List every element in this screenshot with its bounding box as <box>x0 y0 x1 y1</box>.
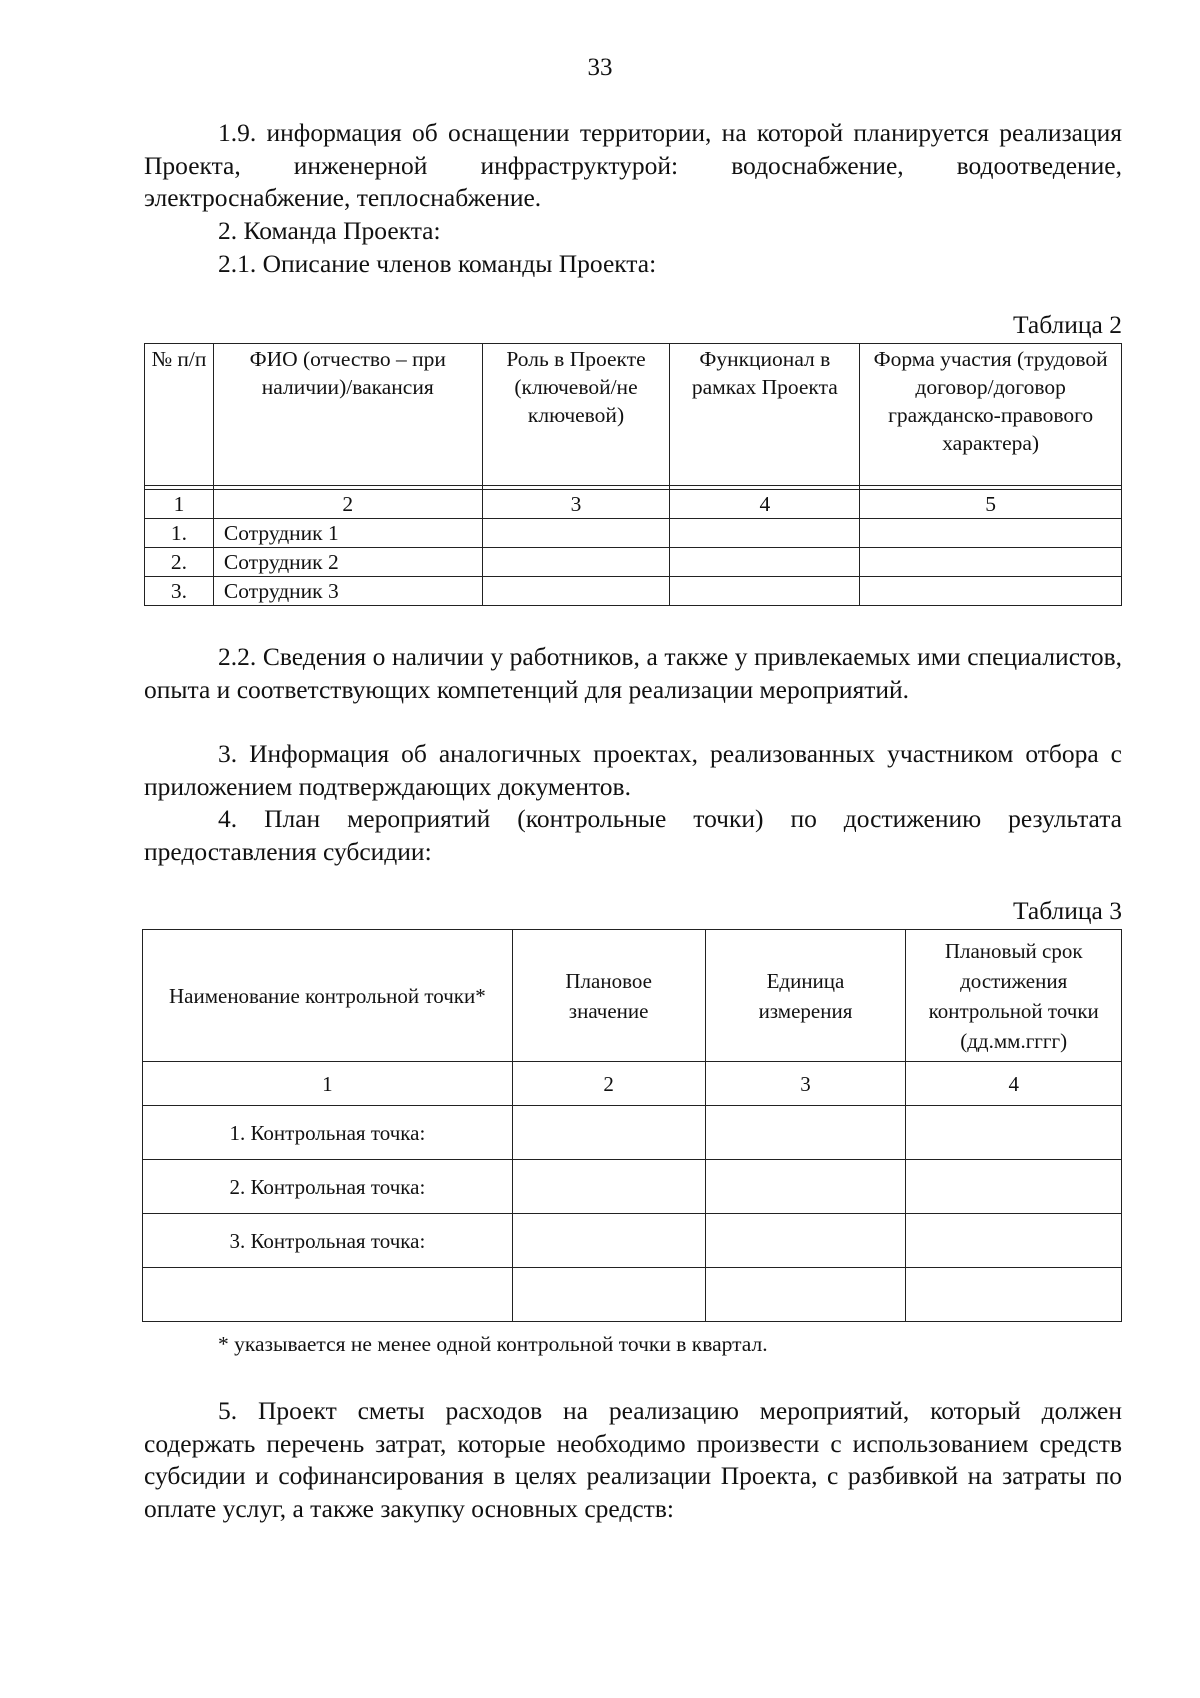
empty-cell <box>670 548 860 577</box>
empty-cell <box>512 1214 705 1268</box>
empty-cell <box>670 519 860 548</box>
empty-cell <box>705 1106 906 1160</box>
table-row <box>143 1268 1122 1322</box>
team-table-header: № п/п <box>145 344 214 486</box>
empty-cell <box>705 1268 906 1322</box>
team-table-header: ФИО (отчество – при наличии)/вакансия <box>213 344 482 486</box>
paragraph-2-2: 2.2. Сведения о наличии у работников, а также у привлекаемых ими специалистов, опыта и соответствующих компетенций для реализации мероприятий. <box>144 642 1122 704</box>
milestones-table-number-row <box>143 1062 1122 1106</box>
team-table <box>144 343 1122 606</box>
empty-cell <box>482 548 670 577</box>
row-number: 1. <box>145 519 214 548</box>
empty-cell <box>705 1160 906 1214</box>
empty-cell <box>860 548 1122 577</box>
paragraph-3: 3. Информация об аналогичных проектах, реализованных участником отбора с приложением подтверждающих документов. <box>144 739 1122 801</box>
milestones-table-header: Плановый срок достижения контрольной точки (дд.мм.гггг) <box>906 930 1122 1062</box>
empty-cell <box>906 1214 1122 1268</box>
row-number: 2. <box>145 548 214 577</box>
milestones-table-header-row <box>143 930 1122 1062</box>
table-2-caption: Таблица 2 <box>1012 310 1122 339</box>
paragraph-2-heading: 2. Команда Проекта: <box>218 216 441 245</box>
empty-cell <box>482 577 670 606</box>
column-number: 1 <box>143 1062 513 1106</box>
empty-cell <box>482 519 670 548</box>
empty-cell <box>705 1214 906 1268</box>
table-row <box>145 519 1122 548</box>
row-number: 3. <box>145 577 214 606</box>
employee-name: Сотрудник 3 <box>213 577 482 606</box>
table-row <box>145 577 1122 606</box>
empty-cell <box>512 1106 705 1160</box>
empty-cell <box>860 577 1122 606</box>
paragraph-4: 4. План мероприятий (контрольные точки) по достижению результата предоставления субсидии: <box>144 804 1122 866</box>
table-row <box>143 1214 1122 1268</box>
table-row <box>143 1160 1122 1214</box>
milestone-name: 1. Контрольная точка: <box>143 1106 513 1160</box>
milestone-name <box>143 1268 513 1322</box>
column-number: 4 <box>906 1062 1122 1106</box>
paragraph-5: 5. Проект сметы расходов на реализацию мероприятий, который должен содержать перечень затрат, которые необходимо произвести с использованием средств субсидии и софинансирования в целях реализации Проекта, с разбивкой на затраты по оплате услуг, а также закупку основных средств: <box>144 1396 1122 1523</box>
empty-cell <box>906 1106 1122 1160</box>
team-table-header: Роль в Проекте (ключевой/не ключевой) <box>482 344 670 486</box>
team-table-header: Форма участия (трудовой договор/договор гражданско-правового характера) <box>860 344 1122 486</box>
table-3-caption: Таблица 3 <box>1012 896 1122 925</box>
column-number: 3 <box>482 490 670 519</box>
employee-name: Сотрудник 2 <box>213 548 482 577</box>
column-number: 3 <box>705 1062 906 1106</box>
column-number: 2 <box>213 490 482 519</box>
employee-name: Сотрудник 1 <box>213 519 482 548</box>
column-number: 1 <box>145 490 214 519</box>
team-table-number-row <box>145 490 1122 519</box>
milestone-name: 2. Контрольная точка: <box>143 1160 513 1214</box>
empty-cell <box>860 519 1122 548</box>
team-table-header: Функционал в рамках Проекта <box>670 344 860 486</box>
paragraph-1-9: 1.9. информация об оснащении территории, на которой планируется реализация Проекта, инженерной инфраструктурой: водоснабжение, водоотведение, электроснабжение, теплоснабжение. <box>144 118 1122 212</box>
column-number: 5 <box>860 490 1122 519</box>
column-number: 2 <box>512 1062 705 1106</box>
milestones-table <box>142 929 1122 1322</box>
milestone-name: 3. Контрольная точка: <box>143 1214 513 1268</box>
empty-cell <box>512 1268 705 1322</box>
footnote: * указывается не менее одной контрольной точки в квартал. <box>218 1332 768 1356</box>
empty-cell <box>906 1160 1122 1214</box>
milestones-table-header: Наименование контрольной точки* <box>143 930 513 1062</box>
table-row <box>145 548 1122 577</box>
table-row <box>143 1106 1122 1160</box>
milestones-table-header: Единица измерения <box>705 930 906 1062</box>
empty-cell <box>512 1160 705 1214</box>
team-table-header-row <box>145 344 1122 486</box>
page-number: 33 <box>587 54 613 81</box>
empty-cell <box>906 1268 1122 1322</box>
empty-cell <box>670 577 860 606</box>
milestones-table-header: Плановое значение <box>512 930 705 1062</box>
column-number: 4 <box>670 490 860 519</box>
paragraph-2-1: 2.1. Описание членов команды Проекта: <box>218 249 657 278</box>
